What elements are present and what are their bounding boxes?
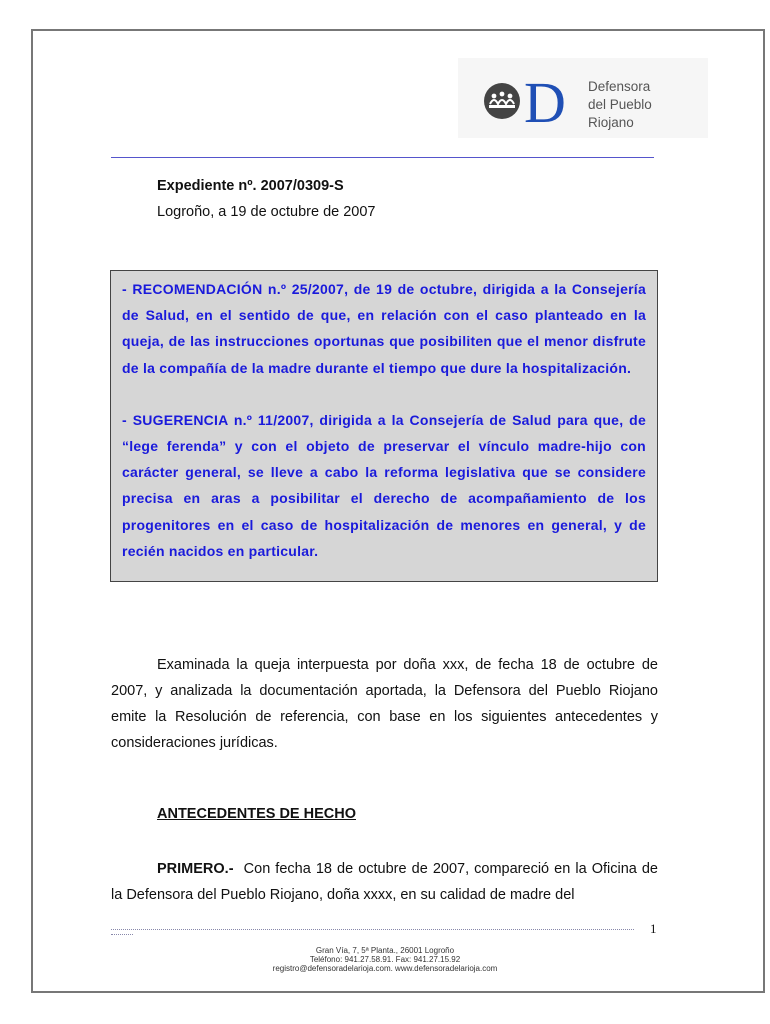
intro-paragraph: Examinada la queja interpuesta por doña xxx, de fecha 18 de octubre de 2007, y analizada la documentación aportada, la Defensora del Pueblo Riojano emite la Resolución de referencia, con base en los siguientes antecedentes y consideraciones jurídicas. (111, 657, 658, 751)
sugerencia-text: - SUGERENCIA n.º 11/2007, dirigida a la Consejería de Salud para que, de “lege ferenda” y con el objeto de preservar el vínculo madre-hijo con carácter general, se lleve a cabo la reforma legislativa que se considere precisa en aras a posibilitar el derecho de acompañamiento de los progenitores en el caso de hospitalización de menores en general, y de recién nacidos en particular. (122, 411, 646, 559)
recomendacion-text: - RECOMENDACIÓN n.º 25/2007, de 19 de octubre, dirigida a la Consejería de Salud, en el sentido de que, en relación con el caso planteado en la queja, de las instrucciones oportunas que posibiliten que el menor disfrute de la compañía de la madre durante el tiempo que dure la hospitalización. (122, 281, 646, 376)
logo-line-3: Riojano (588, 115, 634, 130)
footer-phone: Teléfono: 941.27.58.91. Fax: 941.27.15.92 (309, 955, 461, 964)
expediente-number: Expediente nº. 2007/0309-S (157, 178, 344, 194)
logo-letter-d: D (524, 70, 566, 135)
primero-paragraph (111, 856, 658, 908)
primero-label: PRIMERO.- (157, 861, 234, 877)
footer-rule (111, 929, 634, 930)
logo-line-1: Defensora (588, 79, 651, 94)
section-heading: ANTECEDENTES DE HECHO (157, 806, 356, 822)
header-rule (111, 157, 654, 158)
logo-text (588, 78, 652, 132)
recommendation-box (110, 270, 658, 582)
footer-address: Gran Vía, 7, 5ª Planta., 26001 Logroño (315, 946, 455, 955)
primero-text: Con fecha 18 de octubre de 2007, compareció en la Oficina de la Defensora del Pueblo Riojano, doña xxxx, en su calidad de madre del (111, 861, 659, 903)
logo-line-2: del Pueblo (588, 97, 652, 112)
place-date: Logroño, a 19 de octubre de 2007 (157, 204, 376, 220)
footer-contact: registro@defensoradelarioja.com. www.defensoradelarioja.com (272, 964, 498, 973)
footer-rule-mark (111, 934, 133, 935)
institution-logo (480, 70, 566, 135)
page-number: 1 (650, 921, 657, 936)
